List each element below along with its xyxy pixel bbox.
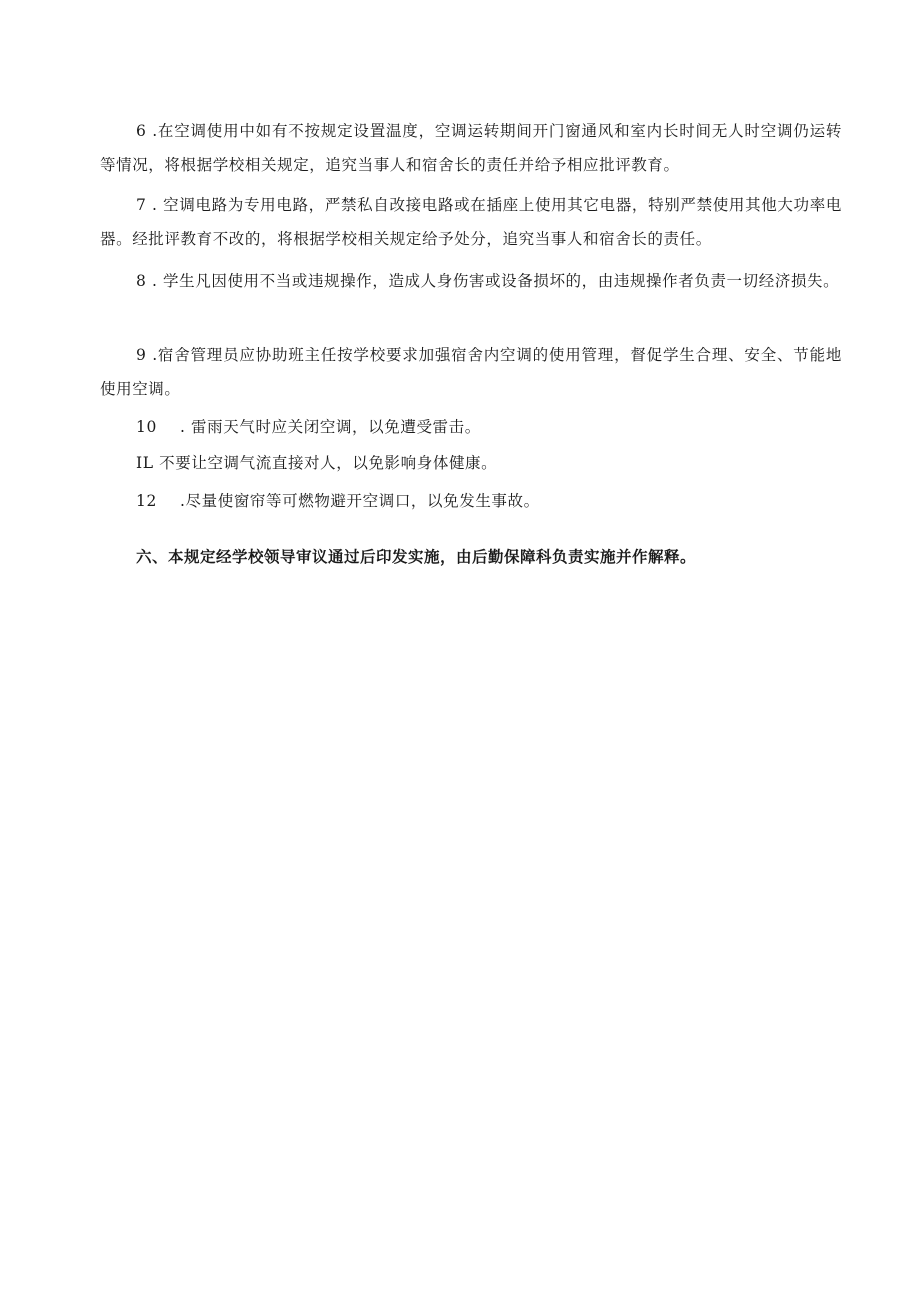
closing-statement: 六、本规定经学校领导审议通过后印发实施，由后勤保障科负责实施并作解释。 (136, 548, 697, 566)
item-11 (136, 446, 497, 480)
item-9-text: .宿舍管理员应协助班主任按学校要求加强宿舍内空调的使用管理，督促学生合理、安全、节能地使用空调。 (100, 346, 842, 398)
item-10-text: . 雷雨天气时应关闭空调，以免遭受雷击。 (180, 418, 481, 436)
item-7-number: 7 (136, 196, 147, 214)
item-9-number: 9 (136, 346, 147, 364)
item-11-text: IL 不要让空调气流直接对人，以免影响身体健康。 (136, 454, 498, 472)
item-7 (100, 188, 842, 256)
item-8 (100, 264, 842, 298)
item-9 (100, 338, 842, 406)
item-8-text: . 学生凡因使用不当或违规操作，造成人身伤害或设备损坏的，由违规操作者负责一切经济损失。 (146, 272, 840, 290)
item-12-number: 12 (136, 492, 157, 510)
item-10-number: 10 (136, 418, 157, 436)
item-7-text: . 空调电路为专用电路，严禁私自改接电路或在插座上使用其它电器，特别严禁使用其他大功率电器。经批评教育不改的，将根据学校相关规定给予处分，追究当事人和宿舍长的责任。 (100, 196, 842, 248)
item-6-number: 6 (136, 122, 147, 140)
item-6-text: .在空调使用中如有不按规定设置温度，空调运转期间开门窗通风和室内长时间无人时空调仍运转等情况，将根据学校相关规定，追究当事人和宿舍长的责任并给予相应批评教育。 (100, 122, 842, 174)
item-6 (100, 114, 842, 182)
item-12 (136, 484, 540, 518)
item-8-number: 8 (136, 272, 147, 290)
item-10 (136, 410, 481, 444)
item-12-text: .尽量使窗帘等可燃物避开空调口，以免发生事故。 (180, 492, 540, 510)
